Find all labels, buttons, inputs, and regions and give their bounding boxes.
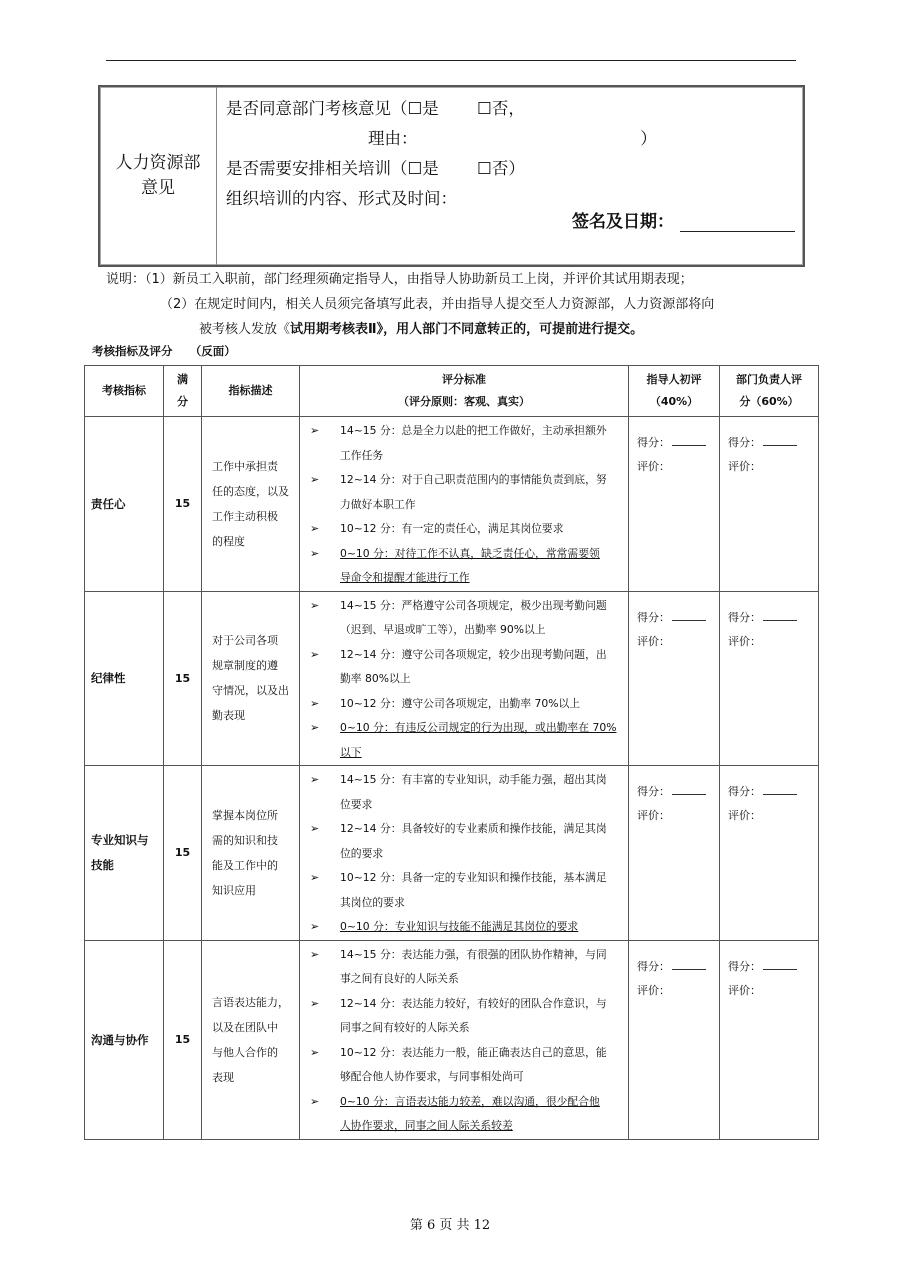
hr-opinion-box xyxy=(98,85,805,267)
dept-rating-cell[interactable]: 得分： 评价： xyxy=(720,940,819,1139)
table-row xyxy=(85,766,819,941)
section-title: 考核指标及评分 （反面） xyxy=(92,344,236,358)
score-blank xyxy=(672,957,706,970)
note-line-3-text: 被考核人发放《 xyxy=(199,322,291,337)
arrow-bullet-icon: ➢ xyxy=(310,1094,320,1108)
header-description: 指标描述 xyxy=(202,366,300,417)
training-details-line: 组织培训的内容、形式及时间： xyxy=(226,189,457,208)
arrow-bullet-icon: ➢ xyxy=(310,1045,320,1059)
mentor-rating-cell[interactable]: 得分： 评价： xyxy=(629,417,720,592)
criteria-item: ➢ 0~10 分：言语表达能力较差，难以沟通，很少配合他 人协作要求，同事之间人际关系较差 xyxy=(306,1090,622,1139)
header-dept-score: 部门负责人评 分（60%） xyxy=(720,366,819,417)
scoring-criteria xyxy=(300,591,629,766)
signature-date-label: 签名及日期： xyxy=(572,212,674,232)
dept-rating-cell[interactable]: 得分： 评价： xyxy=(720,591,819,766)
evaluation-table xyxy=(84,365,819,1140)
scoring-criteria xyxy=(300,940,629,1139)
arrow-bullet-icon: ➢ xyxy=(310,996,320,1010)
note-line-2: （2）在规定时间内，相关人员须完备填写此表，并由指导人提交至人力资源部，人力资源部将向 xyxy=(160,297,715,312)
score-blank xyxy=(672,433,706,446)
note-line-3-bold: 试用期考核表Ⅱ》，用人部门不同意转正的，可提前进行提交。 xyxy=(290,322,644,337)
criteria-item: ➢ 10~12 分：具备一定的专业知识和操作技能，基本满足 其岗位的要求 xyxy=(306,866,622,915)
full-score: 15 xyxy=(164,417,202,592)
scoring-criteria xyxy=(300,766,629,941)
criteria-item: ➢ 10~12 分：表达能力一般，能正确表达自己的意思，能 够配合他人协作要求，与同事相处尚可 xyxy=(306,1041,622,1090)
arrow-bullet-icon: ➢ xyxy=(310,424,320,437)
mentor-rating-cell[interactable]: 得分： 评价： xyxy=(629,766,720,941)
score-blank xyxy=(672,782,706,795)
header-rule xyxy=(106,60,796,61)
arrow-bullet-icon: ➢ xyxy=(310,647,320,661)
arrow-bullet-icon: ➢ xyxy=(310,696,320,710)
criteria-item: ➢ 12~14 分：具备较好的专业素质和操作技能，满足其岗 位的要求 xyxy=(306,817,622,866)
indicator-description: 对于公司各项 规章制度的遵 守情况，以及出 勤表现 xyxy=(202,591,300,766)
criteria-item: ➢ 0~10 分：专业知识与技能不能满足其岗位的要求 xyxy=(306,915,622,940)
criteria-item: ➢ 10~12 分：有一定的责任心，满足其岗位要求 xyxy=(306,517,622,542)
arrow-bullet-icon: ➢ xyxy=(310,522,320,535)
dept-rating-cell[interactable]: 得分： 评价： xyxy=(720,766,819,941)
score-blank xyxy=(672,608,706,621)
dept-rating-cell[interactable]: 得分： 评价： xyxy=(720,417,819,592)
signature-date-field[interactable] xyxy=(572,207,795,232)
table-row xyxy=(85,417,819,592)
header-mentor-score: 指导人初评 （40%） xyxy=(629,366,720,417)
arrow-bullet-icon: ➢ xyxy=(310,721,320,734)
indicator-name: 专业知识与 技能 xyxy=(85,766,164,941)
full-score: 15 xyxy=(164,940,202,1139)
criteria-item: ➢ 0~10 分：有违反公司规定的行为出现，或出勤率在 70% 以下 xyxy=(306,716,622,765)
training-question: 是否需要安排相关培训（☐是 ☐否） xyxy=(226,159,525,178)
criteria-item: ➢ 10~12 分：遵守公司各项规定，出勤率 70%以上 xyxy=(306,692,622,717)
arrow-bullet-icon: ➢ xyxy=(310,473,320,486)
criteria-item: ➢ 14~15 分：总是全力以赴的把工作做好，主动承担额外 工作任务 xyxy=(306,419,622,468)
criteria-item: ➢ 12~14 分：表达能力较好，有较好的团队合作意识，与 同事之间有较好的人际关系 xyxy=(306,992,622,1041)
score-blank xyxy=(763,957,797,970)
score-blank xyxy=(763,782,797,795)
criteria-item: ➢ 12~14 分：对于自己职责范围内的事情能负责到底，努 力做好本职工作 xyxy=(306,468,622,517)
indicator-description: 言语表达能力， 以及在团队中 与他人合作的 表现 xyxy=(202,940,300,1139)
indicator-name: 责任心 xyxy=(85,417,164,592)
note-line-1: 说明：（1）新员工入职前，部门经理须确定指导人，由指导人协助新员工上岗，并评价其试用期表现； xyxy=(106,272,693,287)
note-line-3 xyxy=(199,318,643,337)
indicator-name: 纪律性 xyxy=(85,591,164,766)
criteria-item: ➢ 12~14 分：遵守公司各项规定，较少出现考勤问题，出 勤率 80%以上 xyxy=(306,643,622,692)
arrow-bullet-icon: ➢ xyxy=(310,947,320,961)
arrow-bullet-icon: ➢ xyxy=(310,546,320,560)
criteria-item: ➢ 14~15 分：有丰富的专业知识，动手能力强，超出其岗 位要求 xyxy=(306,768,622,817)
mentor-rating-cell[interactable]: 得分： 评价： xyxy=(629,940,720,1139)
arrow-bullet-icon: ➢ xyxy=(310,773,320,786)
indicator-name: 沟通与协作 xyxy=(85,940,164,1139)
page-footer: 第 6 页 共 12 xyxy=(409,1218,491,1233)
table-row xyxy=(85,940,819,1139)
header-full-score: 满 分 xyxy=(164,366,202,417)
arrow-bullet-icon: ➢ xyxy=(310,822,320,835)
hr-label-line1: 人力资源部 xyxy=(115,153,201,173)
mentor-rating-cell[interactable]: 得分： 评价： xyxy=(629,591,720,766)
score-blank xyxy=(763,433,797,446)
criteria-item: ➢ 14~15 分：表达能力强，有很强的团队协作精神，与同 事之间有良好的人际关系 xyxy=(306,943,622,992)
hr-opinion-label xyxy=(100,87,217,265)
header-criteria: 评分标准 （评分原则：客观、真实） xyxy=(300,366,629,417)
indicator-description: 工作中承担责 任的态度，以及 工作主动积极 的程度 xyxy=(202,417,300,592)
hr-label-line2: 意见 xyxy=(141,178,175,198)
criteria-item: ➢ 0~10 分：对待工作不认真，缺乏责任心，常常需要领 导命令和提醒才能进行工作 xyxy=(306,542,622,591)
reason-line: 理由： ） xyxy=(368,129,657,148)
table-row xyxy=(85,591,819,766)
full-score: 15 xyxy=(164,766,202,941)
scoring-criteria xyxy=(300,417,629,592)
agree-question: 是否同意部门考核意见（☐是 ☐否， xyxy=(226,99,525,118)
arrow-bullet-icon: ➢ xyxy=(310,920,320,933)
full-score: 15 xyxy=(164,591,202,766)
criteria-item: ➢ 14~15 分：严格遵守公司各项规定，极少出现考勤问题 （迟到、早退或旷工等），出勤率 90%以上 xyxy=(306,594,622,643)
table-header-row xyxy=(85,366,819,417)
signature-date-blank[interactable] xyxy=(680,213,795,232)
hr-opinion-content xyxy=(216,87,803,265)
arrow-bullet-icon: ➢ xyxy=(310,871,320,884)
arrow-bullet-icon: ➢ xyxy=(310,598,320,612)
header-indicator: 考核指标 xyxy=(85,366,164,417)
score-blank xyxy=(763,608,797,621)
indicator-description: 掌握本岗位所 需的知识和技 能及工作中的 知识应用 xyxy=(202,766,300,941)
